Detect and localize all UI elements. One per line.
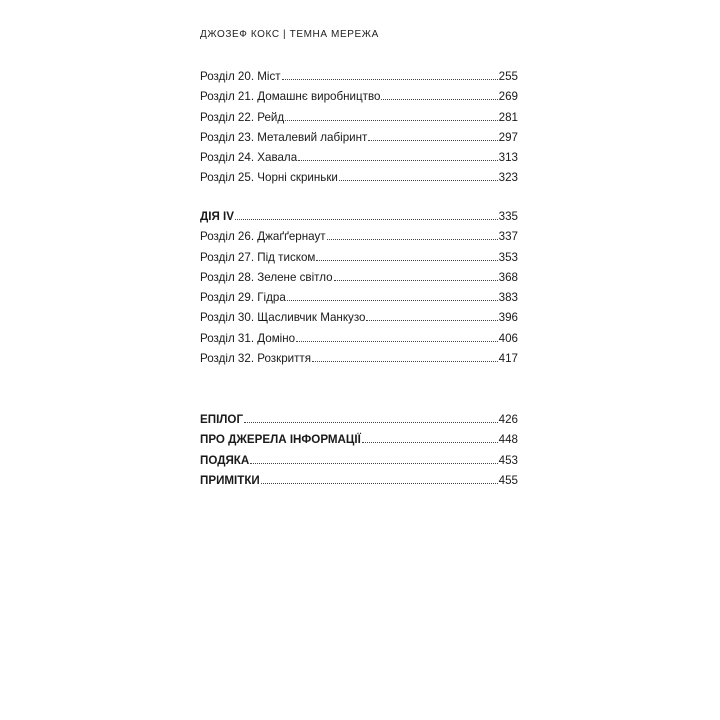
toc-entry-page: 255	[498, 70, 518, 83]
toc-group-back-matter	[200, 410, 518, 491]
toc-entry	[200, 248, 518, 268]
toc-entry-page: 368	[498, 270, 518, 284]
toc-entry-title: Розділ 22. Рейд	[200, 110, 285, 124]
toc-entry-page: 417	[498, 352, 518, 366]
toc-entry-page: 313	[498, 151, 518, 165]
dot-leader	[334, 280, 498, 281]
toc-entry	[200, 108, 518, 128]
toc-entry-title: Розділ 24. Хавала	[200, 151, 298, 165]
dot-leader	[287, 300, 498, 301]
toc-entry-page: 448	[498, 433, 518, 447]
running-head: ДЖОЗЕФ КОКС | ТЕМНА МЕРЕЖА	[200, 29, 379, 40]
toc-entry-page: 281	[498, 110, 518, 124]
toc-entry-page: 353	[498, 250, 518, 264]
toc-entry-title: Розділ 21. Домашнє виробництво	[200, 90, 381, 104]
toc-entry-title: Розділ 30. Щасливчик Манкузо	[200, 311, 366, 325]
toc-entry-title: Розділ 27. Під тиском	[200, 250, 316, 264]
toc-back-matter-entry	[200, 410, 518, 430]
toc-entry	[200, 168, 518, 188]
toc-entry-title: ПОДЯКА	[200, 453, 250, 467]
toc-entry-title: ПРИМІТКИ	[200, 473, 260, 487]
dot-leader	[235, 219, 498, 220]
toc-entry	[200, 87, 518, 107]
dot-leader	[327, 239, 498, 240]
dot-leader	[366, 320, 497, 321]
toc-entry-page: 323	[498, 171, 518, 185]
toc-entry-title: Розділ 23. Металевий лабіринт	[200, 130, 368, 144]
toc-entry	[200, 329, 518, 349]
toc-entry	[200, 128, 518, 148]
dot-leader	[250, 463, 497, 464]
toc-entry-title: Розділ 26. Джаґґернаут	[200, 230, 326, 244]
dot-leader	[261, 483, 498, 484]
toc-entry	[200, 288, 518, 308]
toc-entry-page: 335	[498, 210, 518, 223]
toc-entry-title: Розділ 20. Міст	[200, 70, 281, 83]
toc-entry-title: Розділ 25. Чорні скриньки	[200, 171, 338, 185]
toc-entry	[200, 67, 518, 87]
toc-entry-title: Розділ 32. Розкриття	[200, 352, 312, 366]
toc-entry-page: 297	[498, 130, 518, 144]
toc-entry-title: ЕПІЛОГ	[200, 413, 244, 426]
toc-entry	[200, 227, 518, 247]
toc-group-chapters	[200, 67, 518, 189]
toc-entry-page: 426	[498, 413, 518, 426]
toc-entry	[200, 148, 518, 168]
toc-entry-page: 453	[498, 453, 518, 467]
dot-leader	[362, 442, 498, 443]
toc-entry-title: Розділ 28. Зелене світло	[200, 270, 333, 284]
dot-leader	[368, 140, 497, 141]
dot-leader	[298, 160, 498, 161]
toc-back-matter-entry	[200, 430, 518, 450]
dot-leader	[285, 120, 497, 121]
dot-leader	[282, 79, 498, 80]
toc-entry	[200, 268, 518, 288]
dot-leader	[312, 361, 498, 362]
dot-leader	[296, 341, 498, 342]
toc-entry-title: ПРО ДЖЕРЕЛА ІНФОРМАЦІЇ	[200, 433, 361, 447]
dot-leader	[244, 422, 498, 423]
dot-leader	[381, 99, 497, 100]
toc-entry-page: 455	[498, 473, 518, 487]
toc-back-matter-entry	[200, 471, 518, 491]
toc-entry	[200, 308, 518, 328]
toc-entry-page: 383	[498, 291, 518, 305]
toc-entry-page: 396	[498, 311, 518, 325]
toc-entry	[200, 349, 518, 369]
toc-entry-title: ДІЯ IV	[200, 210, 234, 223]
toc-part-heading	[200, 207, 518, 227]
toc-entry-page: 337	[498, 230, 518, 244]
toc-back-matter-entry	[200, 451, 518, 471]
toc-entry-page: 406	[498, 331, 518, 345]
toc-entry-title: Розділ 31. Доміно	[200, 331, 296, 345]
dot-leader	[316, 260, 497, 261]
toc-entry-title: Розділ 29. Гідра	[200, 291, 286, 305]
toc-entry-page: 269	[498, 90, 518, 104]
toc-group-act-iv	[200, 207, 518, 369]
dot-leader	[339, 180, 498, 181]
